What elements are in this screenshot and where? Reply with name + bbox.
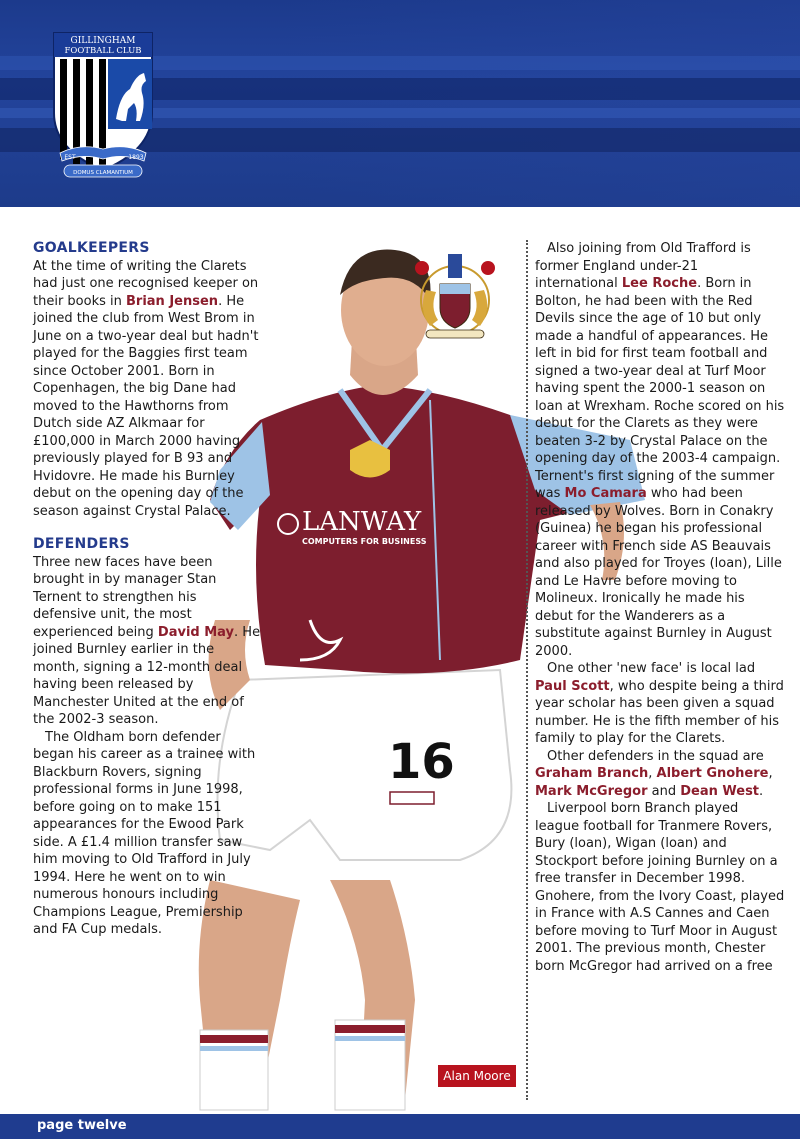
photo-caption: Alan Moore	[438, 1065, 516, 1087]
section-heading-goalkeepers: GOALKEEPERS	[33, 240, 150, 256]
sponsor-tagline: COMPUTERS FOR BUSINESS	[302, 537, 427, 546]
sponsor-logo: LANWAY	[302, 507, 422, 537]
column-divider	[526, 240, 528, 1100]
right-paragraph-3	[535, 748, 785, 801]
crest-year: 1893	[128, 154, 144, 161]
text-run: . He joined the club from West Brom in June on a two-year deal but hadn't played for the Baggies first team since October 2001. Born in Copenhagen, the big Dane had moved to the Hawthorns from Dutch side AZ Alkmaar for £100,000 in March 2000 having previously played for B 93 and Hvidovre. He made his Burnley debut on the opening day of the season against Crystal Palace.	[33, 293, 259, 519]
right-paragraph-1	[535, 240, 785, 660]
goalkeepers-paragraph	[33, 258, 261, 521]
text-run: and	[647, 783, 681, 799]
header-gradient	[280, 0, 800, 207]
crest-motto: DOMUS CLAMANTIUM	[73, 170, 133, 176]
gillingham-crest-logo	[40, 25, 165, 185]
text-run: . Born in Bolton, he had been with the Red Devils since the age of 10 but only made a handful of appearances. He left in bid for first team football and signed a two-year deal at Turf Moor having spent the 2000-1 season on loan at Wrexham. Roche scored on his debut for the Clarets as they were beaten 3-2 by Crystal Palace on the opening day of the 2003-4 campaign. Ternent's first signing of the summer was	[535, 276, 785, 501]
section-heading-defenders: DEFENDERS	[33, 536, 130, 552]
player-name-david-may: David May	[157, 624, 235, 640]
text-run: Other defenders in the squad are	[547, 748, 764, 764]
text-run: Three new faces have been brought in by manager Stan Ternent to strengthen his defensive unit, the most experienced being	[33, 554, 217, 640]
text-run: ,	[768, 766, 773, 781]
right-column	[535, 240, 785, 975]
page-header-banner	[0, 0, 800, 207]
text-run: ,	[648, 766, 657, 781]
text-run: One other 'new face' is local lad	[547, 661, 756, 676]
text-run: At the time of writing the Clarets had just one recognised keeper on their books in	[33, 258, 259, 309]
player-name-graham-branch: Graham Branch	[535, 766, 649, 781]
right-paragraph-2	[535, 660, 785, 748]
text-run: who had been released by Wolves. Born in Conakry (Guinea) he began his professional career with French side AS Beauvais and also played for Troyes (loan), Lille and Le Havre before moving to Molineux. Ironically he made his debut for the Wanderers as a substitute against Burnley in August 2000.	[535, 486, 782, 659]
player-name-brian-jensen: Brian Jensen	[126, 293, 219, 309]
text-run: , who despite being a third year scholar has been given a squad number. He is the fifth member of his family to play for the Clarets.	[535, 678, 784, 746]
left-column	[33, 240, 261, 939]
crest-est: EST	[64, 154, 76, 161]
page-footer	[0, 1114, 800, 1139]
player-name-dean-west: Dean West	[680, 783, 760, 799]
player-name-paul-scott: Paul Scott	[535, 678, 610, 694]
text-run: Also joining from Old Trafford is former England under-21 international	[535, 241, 751, 291]
shorts-number: 16	[388, 734, 455, 790]
player-name-mo-camara: Mo Camara	[564, 486, 647, 501]
burnley-crest-logo	[408, 250, 502, 344]
page-number-label: page twelve	[37, 1118, 127, 1133]
crest-text-bottom: FOOTBALL CLUB	[64, 46, 142, 56]
crest-text-top: GILLINGHAM	[70, 36, 136, 46]
player-name-lee-roche: Lee Roche	[621, 276, 698, 291]
text-run: . He joined Burnley earlier in the month, signing a 12-month deal having been released by Manchester United at the end of the 2002-3 season.	[33, 624, 261, 727]
defenders-paragraph-1	[33, 554, 261, 729]
player-name-mark-mcgregor: Mark McGregor	[535, 783, 648, 799]
player-name-albert-gnohere: Albert Gnohere	[656, 766, 769, 781]
text-run: .	[759, 783, 764, 799]
defenders-paragraph-2: The Oldham born defender began his career as a trainee with Blackburn Rovers, signing professional forms in June 1998, before going on to make 151 appearances for the Ewood Park side. A £1.4 million transfer saw him moving to Old Trafford in July 1994. Here he went on to win numerous honours including Champions League, Premiership and FA Cup medals.	[33, 729, 256, 937]
right-paragraph-4: Liverpool born Branch played league football for Tranmere Rovers, Bury (loan), Wigan (loan) and Stockport before joining Burnley on a free transfer in December 1998. Gnohere, from the Ivory Coast, played in France with A.S Cannes and Caen before moving to Turf Moor in August 2001. The previous month, Chester born McGregor had arrived on a free	[535, 801, 785, 974]
